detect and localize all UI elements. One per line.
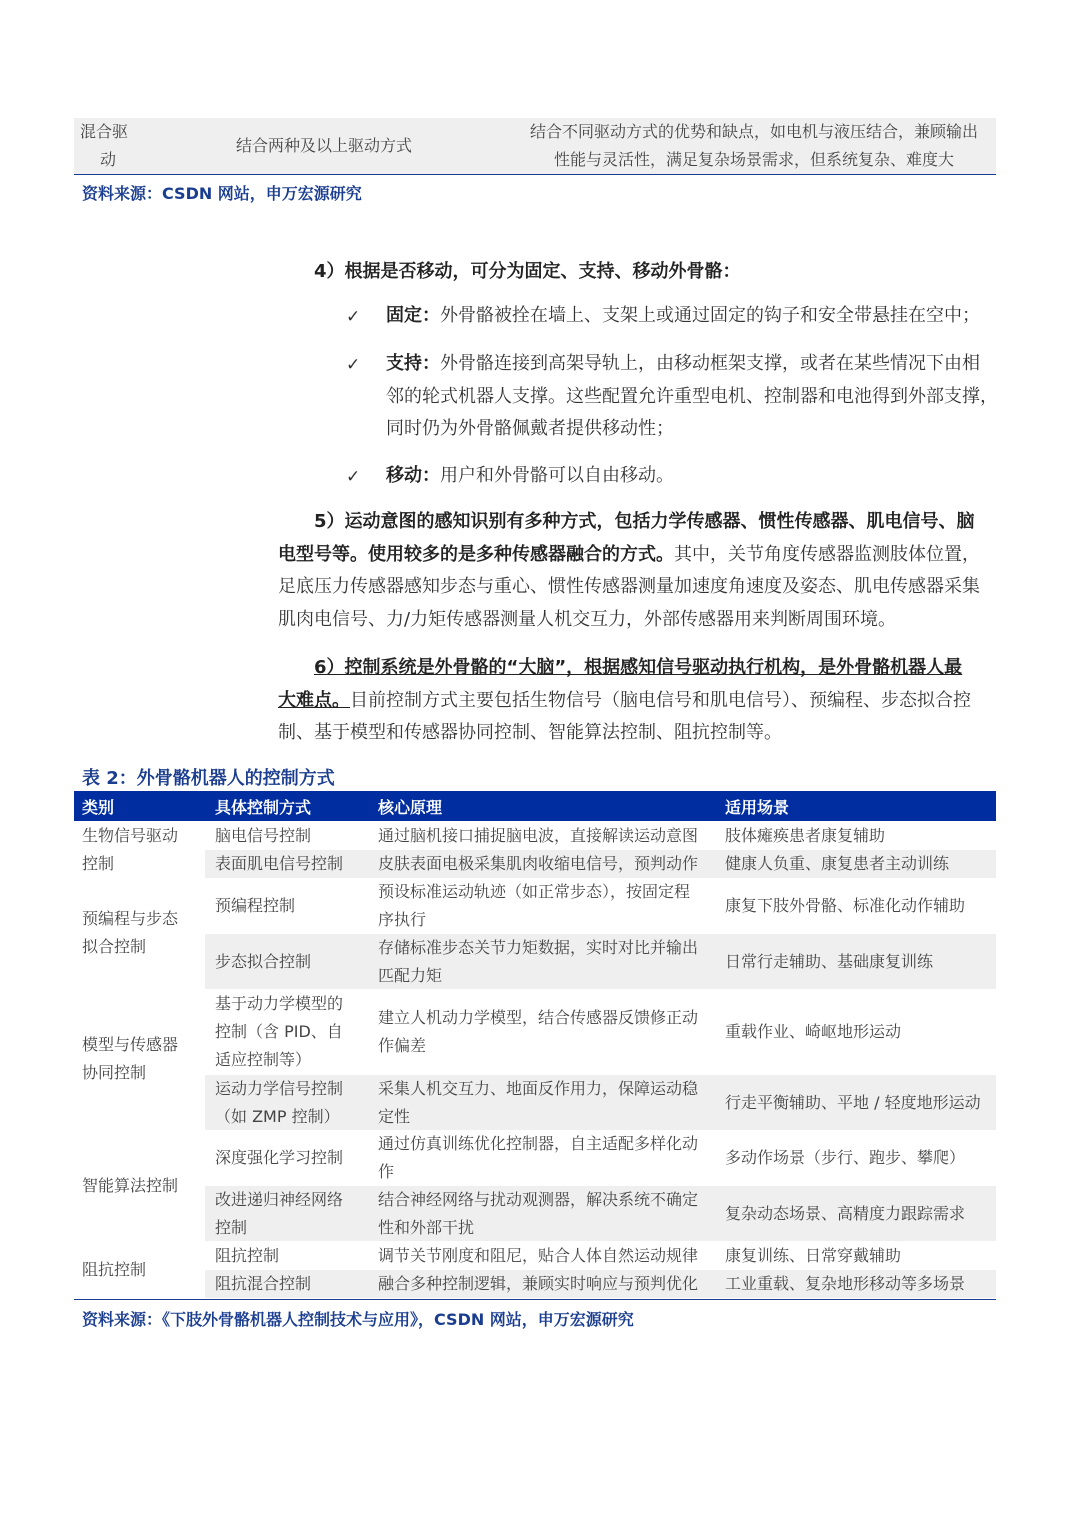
control-methods-table xyxy=(74,791,996,1301)
principle-cell: 建立人机动力学模型，结合传感器反馈修正动 作偏差 xyxy=(378,1008,699,1055)
principle-cell: 结合神经网络与扰动观测器，解决系统不确定 性和外部干扰 xyxy=(378,1190,699,1237)
checkmark-icon: ✓ xyxy=(346,307,361,327)
category-cell: 阻抗控制 xyxy=(82,1260,147,1279)
principle-cell: 融合多种控制逻辑，兼顾实时响应与预判优化 xyxy=(378,1274,699,1293)
checkmark-icon: ✓ xyxy=(346,355,361,375)
scenario-cell: 日常行走辅助、基础康复训练 xyxy=(725,952,934,971)
point4-item-mobile: 移动：用户和外骨骼可以自由移动。 xyxy=(386,465,674,486)
point4-heading: 4）根据是否移动，可分为固定、支持、移动外骨骼： xyxy=(314,261,741,282)
table-bottom-rule xyxy=(74,1299,996,1300)
scenario-cell: 工业重载、复杂地形移动等多场景 xyxy=(725,1274,966,1293)
principle-cell: 皮肤表面电极采集肌肉收缩电信号，预判动作 xyxy=(378,854,699,873)
method-cell: 运动力学信号控制 （如 ZMP 控制） xyxy=(215,1079,344,1126)
category-cell: 模型与传感器 协同控制 xyxy=(82,1035,179,1082)
method-cell: 预编程控制 xyxy=(215,896,296,915)
scenario-cell: 肢体瘫痪患者康复辅助 xyxy=(725,826,886,845)
method-cell: 深度强化学习控制 xyxy=(215,1148,344,1167)
header-scenario: 适用场景 xyxy=(725,798,790,817)
principle-cell: 采集人机交互力、地面反作用力，保障运动稳 定性 xyxy=(378,1079,699,1126)
principle-cell: 预设标准运动轨迹（如正常步态），按固定程 序执行 xyxy=(378,882,691,929)
point4-item-fixed: 固定：外骨骼被拴在墙上、支架上或通过固定的钩子和安全带悬挂在空中； xyxy=(386,305,980,326)
scenario-cell: 康复训练、日常穿戴辅助 xyxy=(725,1246,902,1265)
method-cell: 阻抗混合控制 xyxy=(215,1274,312,1293)
method-cell: 步态拟合控制 xyxy=(215,952,312,971)
scenario-cell: 健康人负重、康复患者主动训练 xyxy=(725,854,950,873)
table1-source: 资料来源：CSDN 网站，申万宏源研究 xyxy=(82,184,362,203)
table2-caption: 表 2：外骨骼机器人的控制方式 xyxy=(82,768,335,789)
scenario-cell: 重载作业、崎岖地形运动 xyxy=(725,1022,902,1041)
method-cell: 阻抗控制 xyxy=(215,1246,280,1265)
category-cell: 生物信号驱动 控制 xyxy=(82,826,179,873)
method-cell: 表面肌电信号控制 xyxy=(215,854,344,873)
scenario-cell: 康复下肢外骨骼、标准化动作辅助 xyxy=(725,896,966,915)
method-cell: 基于动力学模型的 控制（含 PID、自 适应控制等） xyxy=(215,994,344,1069)
principle-cell: 通过仿真训练优化控制器，自主适配多样化动 作 xyxy=(378,1134,699,1181)
table2-source: 资料来源：《下肢外骨骼机器人控制技术与应用》，CSDN 网站，申万宏源研究 xyxy=(82,1310,634,1329)
checkmark-icon: ✓ xyxy=(346,467,361,487)
drive-category-cell: 混合驱 动 xyxy=(80,122,129,169)
header-principle: 核心原理 xyxy=(378,798,443,817)
principle-cell: 调节关节刚度和阻尼，贴合人体自然运动规律 xyxy=(378,1246,699,1265)
header-category: 类别 xyxy=(82,798,115,817)
scenario-cell: 行走平衡辅助、平地 / 轻度地形运动 xyxy=(725,1093,981,1112)
scenario-cell: 复杂动态场景、高精度力跟踪需求 xyxy=(725,1204,966,1223)
principle-cell: 通过脑机接口捕捉脑电波，直接解读运动意图 xyxy=(378,826,699,845)
category-cell: 预编程与步态 拟合控制 xyxy=(82,909,179,956)
table-header xyxy=(74,791,996,821)
drive-method-cell: 结合两种及以上驱动方式 xyxy=(235,136,412,155)
point5-paragraph: 5）运动意图的感知识别有多种方式，包括力学传感器、惯性传感器、肌电信号、脑 电型号等。使用较多的是多种传感器融合的方式。其中，关节角度传感器监测肢体位置， 足底压力传感器感知步态与重心、惯性传感器测量加速度角速度及姿态、肌电传感器采集 肌肉电信号、力/力矩传感器测量人机交互力，外部传感器用来判断周围环境。 xyxy=(278,511,980,630)
category-cell: 智能算法控制 xyxy=(82,1176,179,1195)
point4-item-support: 支持：外骨骼连接到高架导轨上，由移动框架支撑，或者在某些情况下由相 邻的轮式机器人支撑。这些配置允许重型电机、控制器和电池得到外部支撑， 同时仍为外骨骼佩戴者提供移动性； xyxy=(386,353,998,439)
drive-table-row-hybrid xyxy=(74,118,996,175)
method-cell: 脑电信号控制 xyxy=(215,826,312,845)
method-cell: 改进递归神经网络 控制 xyxy=(215,1190,344,1237)
scenario-cell: 多动作场景（步行、跑步、攀爬） xyxy=(725,1148,966,1167)
drive-description-cell: 结合不同驱动方式的优势和缺点，如电机与液压结合，兼顾输出 性能与灵活性，满足复杂场景需求，但系统复杂、难度大 xyxy=(529,122,978,169)
principle-cell: 存储标准步态关节力矩数据，实时对比并输出 匹配力矩 xyxy=(378,938,699,985)
point6-paragraph: 6）控制系统是外骨骼的“大脑”，根据感知信号驱动执行机构，是外骨骼机器人最 大难点。目前控制方式主要包括生物信号（脑电信号和肌电信号）、预编程、步态拟合控 制、基于模型和传感器协同控制、智能算法控制、阻抗控制等。 xyxy=(278,657,971,743)
header-method: 具体控制方式 xyxy=(215,798,312,817)
